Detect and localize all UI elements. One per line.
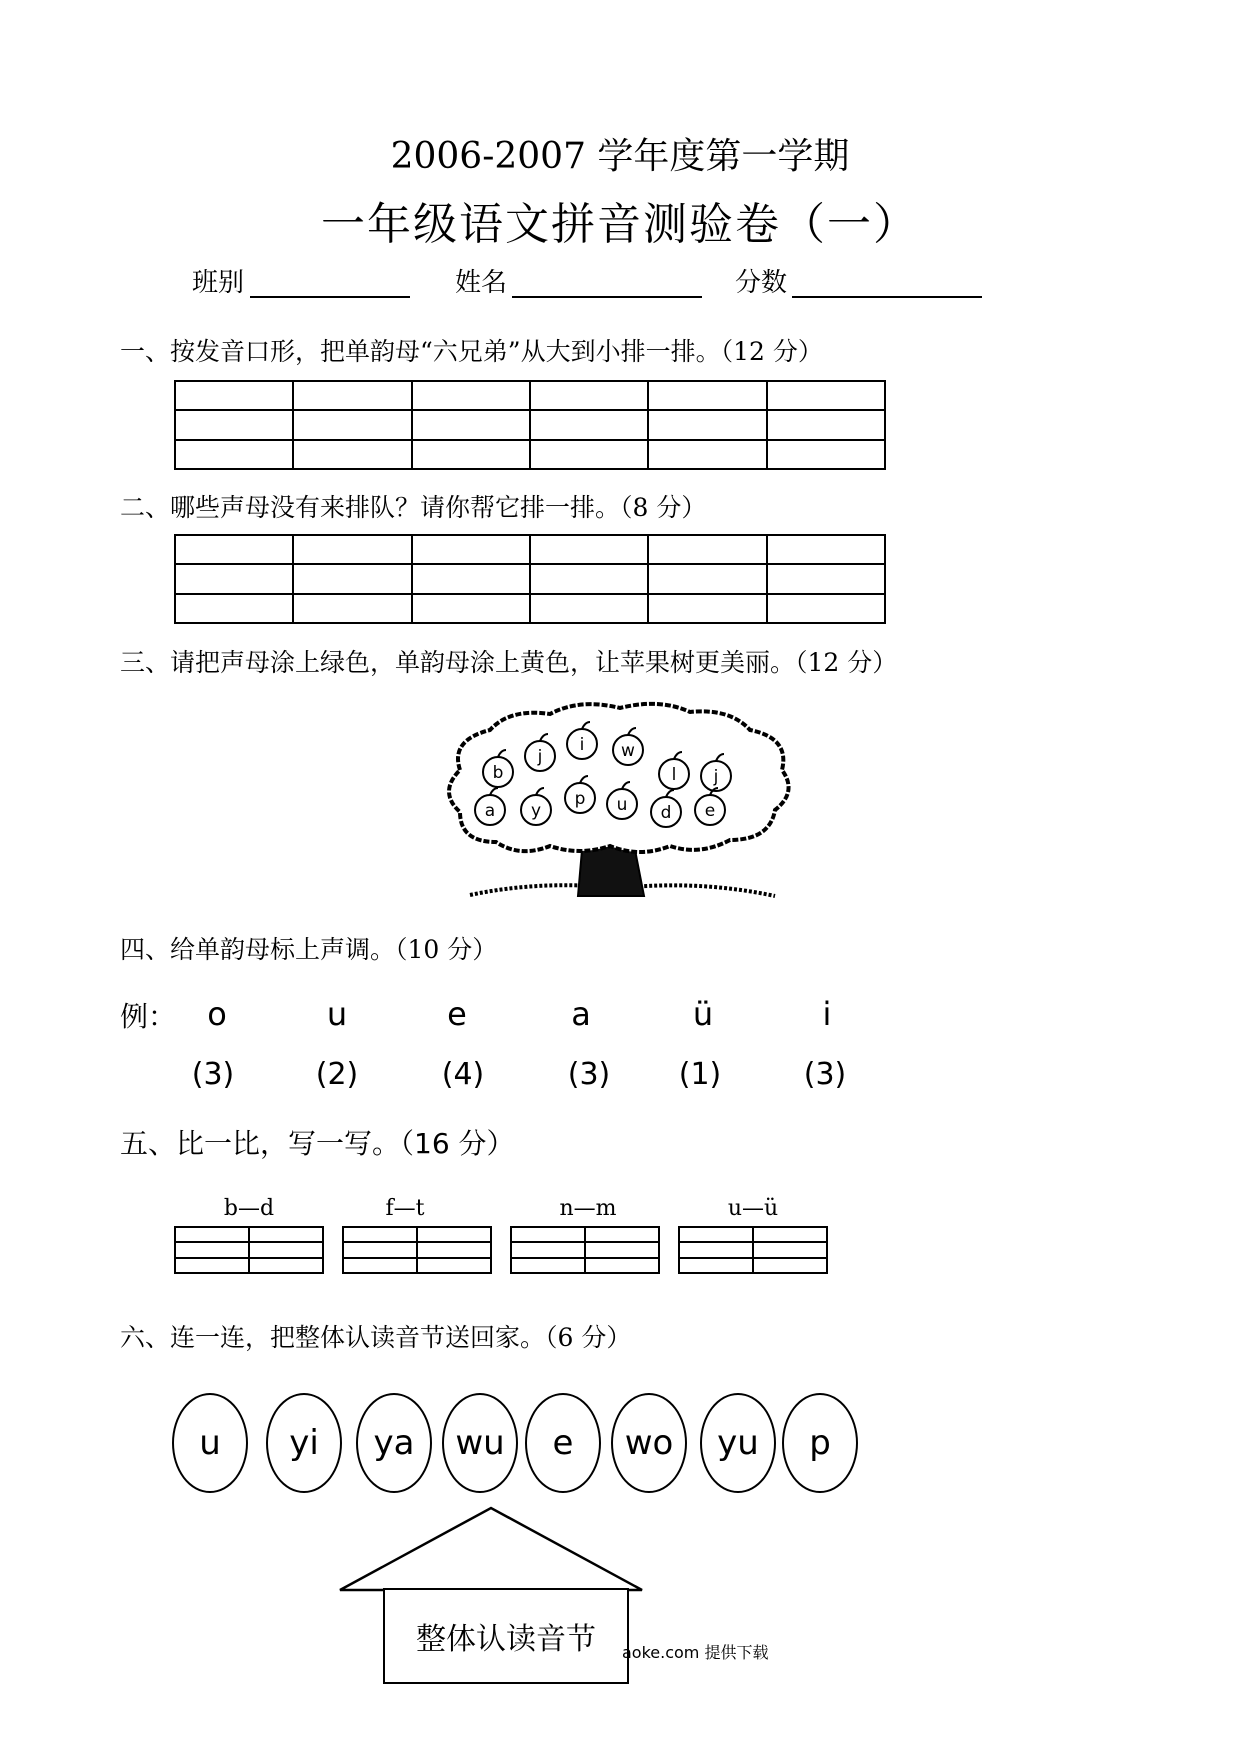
- pair-label: b—d: [223, 1196, 275, 1221]
- q2-answer-grid: [174, 534, 886, 624]
- class-blank[interactable]: [250, 266, 410, 298]
- grid-cell[interactable]: [293, 535, 411, 564]
- house-box[interactable]: [383, 1588, 629, 1684]
- grid-cell[interactable]: [753, 1242, 827, 1257]
- house-roof: [336, 1504, 646, 1594]
- grid-cell[interactable]: [293, 564, 411, 593]
- grid-cell[interactable]: [767, 381, 885, 410]
- grid-cell[interactable]: [511, 1242, 585, 1257]
- syllable-oval[interactable]: ya: [356, 1393, 432, 1493]
- grid-cell[interactable]: [679, 1227, 753, 1242]
- grid-cell[interactable]: [530, 381, 648, 410]
- grid-cell[interactable]: [767, 594, 885, 623]
- apple-letter: j: [713, 767, 719, 787]
- pair-label: u—ü: [727, 1196, 779, 1221]
- grid-cell[interactable]: [175, 440, 293, 469]
- grid-cell[interactable]: [412, 594, 530, 623]
- footer-credit: aoke.com 提供下载: [622, 1643, 769, 1662]
- grid-cell[interactable]: [175, 594, 293, 623]
- q5-writing-grid-3: [510, 1226, 660, 1274]
- grid-cell[interactable]: [343, 1227, 417, 1242]
- vowel-e[interactable]: e: [447, 995, 467, 1033]
- pair-label: n—m: [559, 1196, 617, 1221]
- tone-hint: (2): [315, 1057, 359, 1092]
- apple-tree-illustration: [430, 700, 810, 910]
- apple-letter: l: [671, 765, 677, 785]
- grid-cell[interactable]: [511, 1227, 585, 1242]
- class-label: 班别: [192, 268, 245, 298]
- syllable-oval[interactable]: e: [525, 1393, 601, 1493]
- example-label: 例：: [120, 1000, 177, 1033]
- q5-writing-grid-2: [342, 1226, 492, 1274]
- grid-cell[interactable]: [767, 535, 885, 564]
- question-5: 五、比一比，写一写。（16 分）: [120, 1127, 515, 1160]
- grid-cell[interactable]: [530, 564, 648, 593]
- grid-cell[interactable]: [249, 1242, 323, 1257]
- grid-cell[interactable]: [753, 1258, 827, 1273]
- pair-label: f—t: [385, 1196, 425, 1221]
- grid-cell[interactable]: [175, 1242, 249, 1257]
- apple-letter: e: [704, 801, 716, 821]
- grid-cell[interactable]: [412, 410, 530, 439]
- grid-cell[interactable]: [679, 1242, 753, 1257]
- tone-hint: (3): [567, 1057, 611, 1092]
- syllable-oval[interactable]: wo: [611, 1393, 687, 1493]
- grid-cell[interactable]: [412, 564, 530, 593]
- vowel-i[interactable]: i: [822, 995, 832, 1033]
- grid-cell[interactable]: [511, 1258, 585, 1273]
- grid-cell[interactable]: [417, 1242, 491, 1257]
- grid-cell[interactable]: [293, 594, 411, 623]
- grid-cell[interactable]: [249, 1258, 323, 1273]
- grid-cell[interactable]: [293, 440, 411, 469]
- q5-writing-grid-4: [678, 1226, 828, 1274]
- grid-cell[interactable]: [585, 1258, 659, 1273]
- apple-letter: y: [530, 801, 542, 821]
- q1-answer-grid: [174, 380, 886, 470]
- apple-letter: w: [621, 741, 635, 761]
- grid-cell[interactable]: [175, 1258, 249, 1273]
- grid-cell[interactable]: [412, 440, 530, 469]
- house-label: 整体认读音节: [416, 1622, 596, 1657]
- syllable-oval[interactable]: wu: [442, 1393, 518, 1493]
- question-6: 六、连一连，把整体认读音节送回家。（6 分）: [120, 1323, 632, 1352]
- vowel-a[interactable]: a: [571, 995, 591, 1033]
- grid-cell[interactable]: [412, 381, 530, 410]
- grid-cell[interactable]: [648, 381, 766, 410]
- grid-cell[interactable]: [412, 535, 530, 564]
- apple-letter: i: [579, 735, 585, 755]
- tone-hint: (4): [441, 1057, 485, 1092]
- tone-hint: (3): [191, 1057, 235, 1092]
- vowel-o[interactable]: o: [207, 995, 227, 1033]
- q5-writing-grid-1: [174, 1226, 324, 1274]
- grid-cell[interactable]: [293, 410, 411, 439]
- syllable-oval[interactable]: u: [172, 1393, 248, 1493]
- grid-cell[interactable]: [175, 381, 293, 410]
- grid-cell[interactable]: [753, 1227, 827, 1242]
- apple-letter: p: [574, 789, 586, 809]
- grid-cell[interactable]: [767, 564, 885, 593]
- grid-cell[interactable]: [249, 1227, 323, 1242]
- vowel-u[interactable]: u: [326, 995, 348, 1033]
- grid-cell[interactable]: [767, 410, 885, 439]
- tone-hint: (3): [803, 1057, 847, 1092]
- score-blank[interactable]: [792, 266, 982, 298]
- tone-hint: (1): [678, 1057, 722, 1092]
- title-line1: 2006-2007 学年度第一学期: [390, 136, 850, 177]
- grid-cell[interactable]: [679, 1258, 753, 1273]
- syllable-oval[interactable]: yu: [700, 1393, 776, 1493]
- grid-cell[interactable]: [530, 440, 648, 469]
- grid-cell[interactable]: [530, 535, 648, 564]
- grid-cell[interactable]: [417, 1227, 491, 1242]
- name-blank[interactable]: [512, 266, 702, 298]
- syllable-oval[interactable]: yi: [266, 1393, 342, 1493]
- title-line2: 一年级语文拼音测验卷（一）: [321, 199, 919, 250]
- grid-cell[interactable]: [343, 1258, 417, 1273]
- grid-cell[interactable]: [530, 594, 648, 623]
- apple-letter: b: [492, 763, 504, 783]
- grid-cell[interactable]: [767, 440, 885, 469]
- grid-cell[interactable]: [175, 535, 293, 564]
- question-1: 一、按发音口形，把单韵母“六兄弟”从大到小排一排。（12 分）: [120, 337, 823, 366]
- grid-cell[interactable]: [648, 410, 766, 439]
- grid-cell[interactable]: [648, 535, 766, 564]
- score-label: 分数: [735, 268, 788, 298]
- grid-cell[interactable]: [648, 594, 766, 623]
- grid-cell[interactable]: [585, 1227, 659, 1242]
- grid-cell[interactable]: [530, 410, 648, 439]
- syllable-oval[interactable]: p: [782, 1393, 858, 1493]
- grid-cell[interactable]: [648, 440, 766, 469]
- grid-cell[interactable]: [175, 1227, 249, 1242]
- grid-cell[interactable]: [648, 564, 766, 593]
- grid-cell[interactable]: [293, 381, 411, 410]
- grid-cell[interactable]: [175, 564, 293, 593]
- vowel-u-umlaut[interactable]: ü: [692, 995, 714, 1033]
- grid-cell[interactable]: [585, 1242, 659, 1257]
- apple-letter: u: [616, 795, 628, 815]
- grid-cell[interactable]: [175, 410, 293, 439]
- question-4: 四、给单韵母标上声调。（10 分）: [120, 935, 498, 964]
- grid-cell[interactable]: [417, 1258, 491, 1273]
- apple-letter: d: [660, 803, 672, 823]
- question-3: 三、请把声母涂上绿色，单韵母涂上黄色，让苹果树更美丽。（12 分）: [120, 648, 898, 677]
- grid-cell[interactable]: [343, 1242, 417, 1257]
- name-label: 姓名: [455, 268, 508, 298]
- apple-letter: a: [484, 801, 496, 821]
- apple-letter: j: [537, 747, 543, 767]
- question-2: 二、哪些声母没有来排队？请你帮它排一排。（8 分）: [120, 493, 707, 522]
